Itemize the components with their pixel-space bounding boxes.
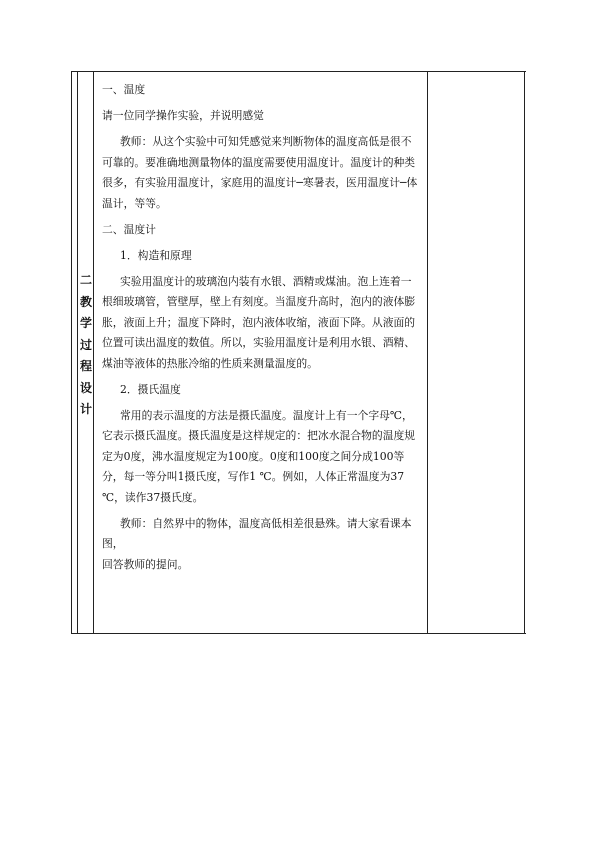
side-label-char: 教: [79, 294, 92, 309]
paragraph-experiment: 请一位同学操作实验，并说明感觉: [102, 109, 264, 122]
table-border-right: [524, 72, 525, 633]
paragraph-celsius: 常用的表示温度的方法是摄氏温度。温度计上有一个字母℃，它表示摄氏温度。摄氏温度是这样规定的：把冰水混合物的温度规定为0度，沸水温度规定为100度。0度和100度之间分成100等分，每一等分叫1摄氏度，写作1 ℃。例如，人体正常温度为37 ℃，读作37摄氏度。: [102, 408, 416, 504]
side-label-char: 程: [79, 359, 92, 373]
lesson-content: [102, 80, 420, 575]
paragraph-answer: 回答教师的提问。: [102, 557, 189, 571]
table-border-left: [71, 72, 72, 633]
side-label-char: 二: [79, 273, 92, 287]
heading-temperature: 一、温度: [102, 83, 146, 96]
paragraph-teacher-question: 教师：自然界中的物体，温度高低相差很悬殊。请大家看课本图，: [102, 516, 412, 550]
side-label-char: 学: [79, 316, 92, 330]
side-label-char: 设: [79, 380, 92, 395]
subheading-celsius: 2．摄氏温度: [120, 382, 181, 396]
subheading-structure: 1．构造和原理: [120, 248, 192, 262]
heading-thermometer: 二、温度计: [102, 222, 156, 236]
side-label-char: 计: [79, 402, 92, 416]
table-divider-notes: [427, 72, 428, 633]
section-side-label: [78, 270, 94, 421]
side-label-char: 过: [79, 337, 92, 352]
paragraph-structure: 实验用温度计的玻璃泡内装有水银、酒精或煤油。泡上连着一根细玻璃管，管壁厚，壁上有刻度。当温度升高时，泡内的液体膨胀，液面上升；温度下降时，泡内液体收缩，液面下降。从液面的位置可读出温度的数值。所以，实验用温度计是利用水银、酒精、煤油等液体的热胀冷缩的性质来测量温度的。: [102, 274, 416, 370]
paragraph-teacher-intro: 教师：从这个实验中可知凭感觉来判断物体的温度高低是很不可靠的。要准确地测量物体的温度需要使用温度计。温度计的种类很多，有实验用温度计，家庭用的温度计─寒暑表，医用温度计─体温计，等等。: [102, 135, 418, 210]
